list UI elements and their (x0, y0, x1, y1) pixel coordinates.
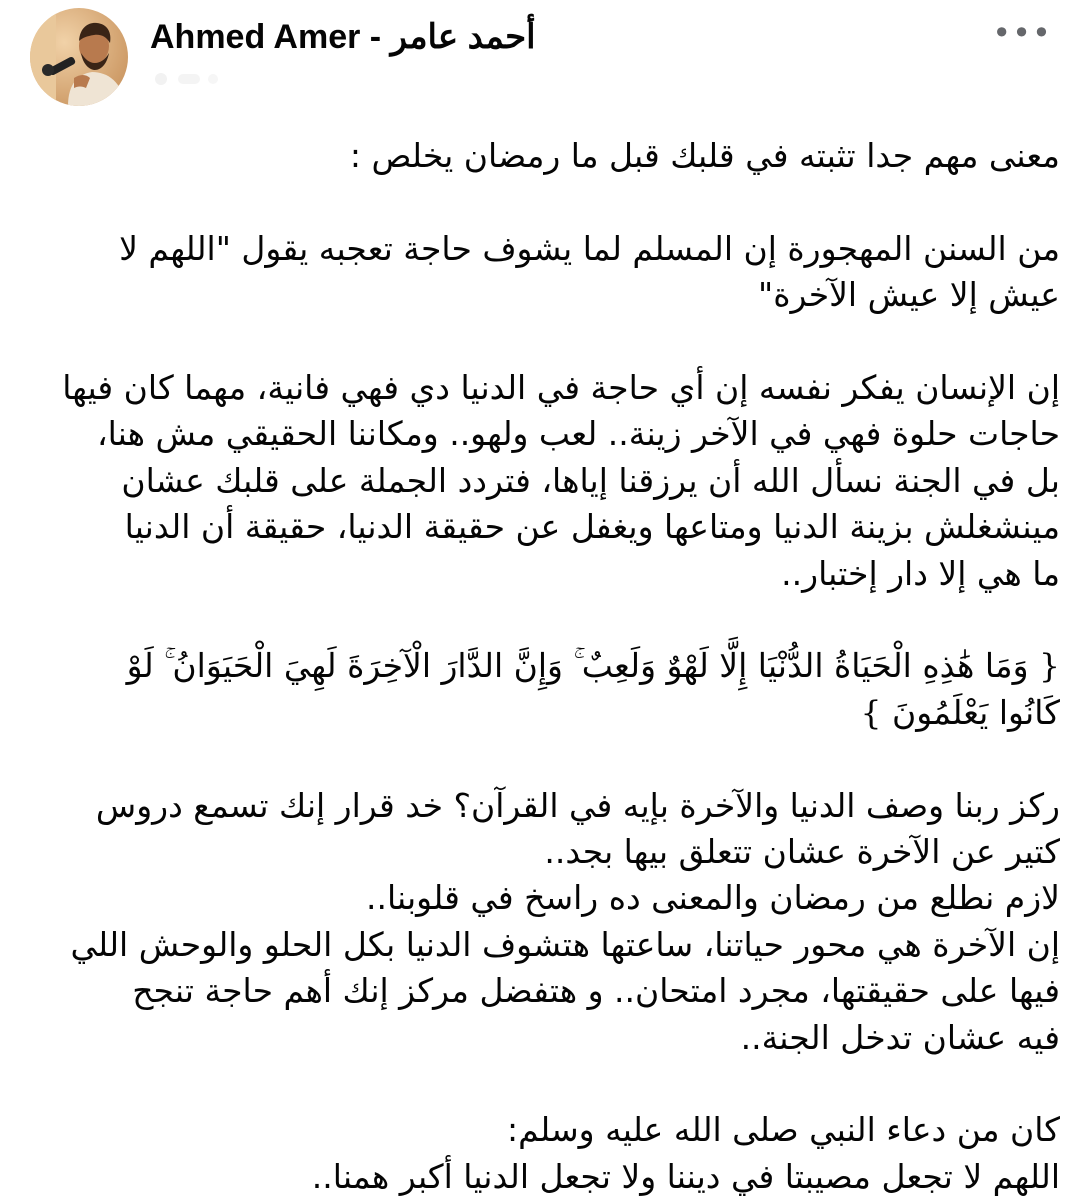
post-line-intro: معنى مهم جدا تثبته في قلبك قبل ما رمضان يخلص : (349, 136, 1060, 175)
post-line-reflection-4: مينشغلش بزينة الدنيا ومتاعها ويغفل عن حقيقة الدنيا، حقيقة أن الدنيا (124, 507, 1060, 547)
post-header (0, 0, 1082, 120)
post-line-quran-2: كتير عن الآخرة عشان تتعلق بيها بجد.. (544, 832, 1060, 872)
post-line-dua-2: اللهم لا تجعل مصيبتا في ديننا ولا تجعل الدنيا أكبر همنا.. (311, 1156, 1060, 1196)
more-options-icon: ••• (992, 14, 1052, 52)
quran-verse-line-1: { وَمَا هَٰذِهِ الْحَيَاةُ الدُّنْيَا إِلَّا لَهْوٌ وَلَعِبٌ ۚ وَإِنَّ الدَّارَ الْآخِرَةَ لَهِيَ الْحَيَوَانُ ۚ لَوْ (126, 646, 1060, 686)
paragraph-gap (30, 597, 1060, 643)
paragraph-gap (30, 179, 1060, 225)
post-line-reflection-3: بل في الجنة نسأل الله أن يرزقنا إياها، فتردد الجملة على قلبك عشان (121, 460, 1060, 500)
post-line-quran-5: فيها على حقيقتها، مجرد امتحان.. و هتفضل مركز إنك أهم حاجة تنجح (132, 971, 1060, 1011)
post-text (30, 133, 1060, 1200)
paragraph-gap (30, 736, 1060, 782)
post-line-sunnah-1: من السنن المهجورة إن المسلم لما يشوف حاجة تعجبه يقول "اللهم لا (119, 228, 1060, 268)
post-line-quran-3: لازم نطلع من رمضان والمعنى ده راسخ في قلوبنا.. (365, 878, 1060, 918)
avatar[interactable] (30, 8, 128, 106)
post-line-reflection-2: حاجات حلوة فهي في الآخر زينة.. لعب ولهو.. ومكاننا الحقيقي مش هنا، (96, 414, 1060, 454)
author-name[interactable]: Ahmed Amer - أحمد عامر (150, 18, 536, 56)
quran-verse-line-2: كَانُوا يَعْلَمُونَ } (860, 692, 1060, 732)
paragraph-gap (30, 319, 1060, 365)
post-line-quran-4: إن الآخرة هي محور حياتنا، ساعتها هتشوف الدنيا بكل الحلو والوحش اللي (70, 924, 1060, 964)
post-line-reflection-5: ما هي إلا دار إختبار.. (781, 553, 1060, 593)
post-line-dua-1: كان من دعاء النبي صلى الله عليه وسلم: (507, 1110, 1060, 1150)
author-photo (30, 8, 128, 106)
paragraph-gap (30, 1061, 1060, 1107)
post-line-reflection-1: إن الإنسان يفكر نفسه إن أي حاجة في الدنيا دي فهي فانية، مهما كان فيها (62, 368, 1060, 407)
post-meta-row (150, 68, 270, 90)
post-line-quran-6: فيه عشان تدخل الجنة.. (740, 1017, 1060, 1057)
post-line-sunnah-2: عيش إلا عيش الآخرة" (758, 275, 1060, 315)
more-options-button[interactable] (992, 14, 1052, 52)
post-line-quran-1: ركز ربنا وصف الدنيا والآخرة بإيه في القرآن؟ خد قرار إنك تسمع دروس (95, 785, 1060, 825)
